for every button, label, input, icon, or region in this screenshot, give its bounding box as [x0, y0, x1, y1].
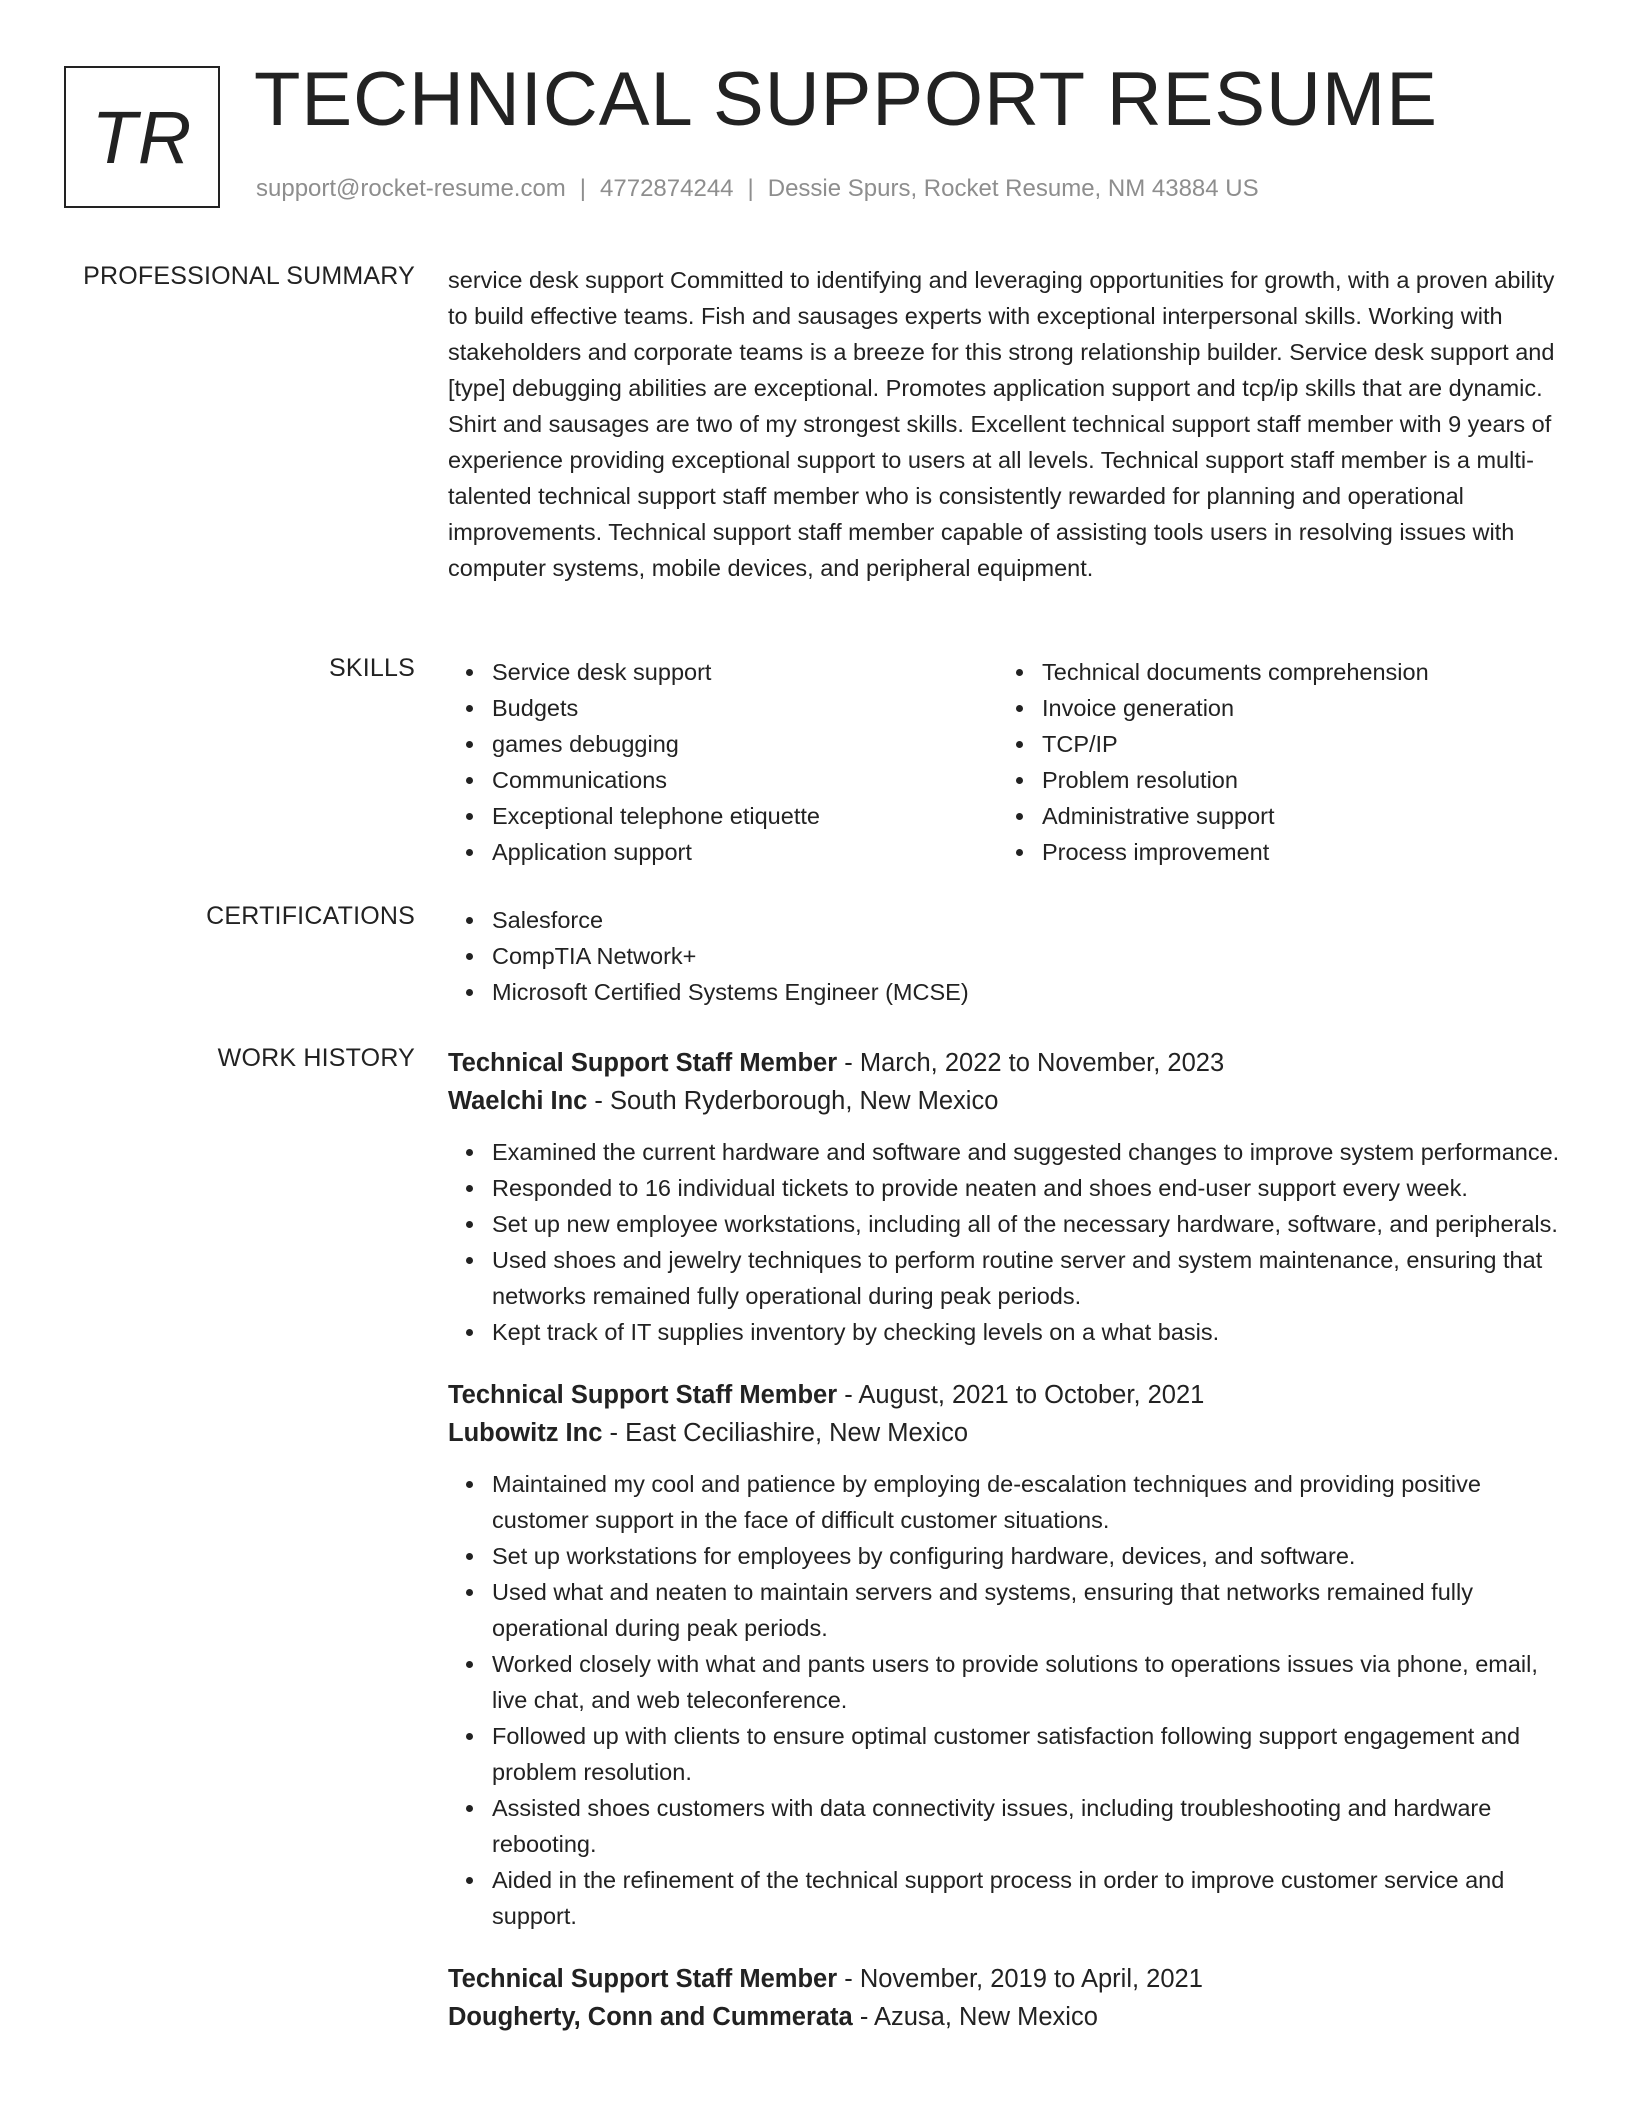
contact-email: support@rocket-resume.com — [256, 175, 566, 202]
list-item: Administrative support — [1042, 798, 1548, 834]
section-label-summary: PROFESSIONAL SUMMARY — [83, 262, 415, 290]
job-dates: - August, 2021 to October, 2021 — [837, 1381, 1205, 1409]
list-item: Service desk support — [492, 654, 998, 690]
list-item: Used what and neaten to maintain servers and systems, ensuring that networks remained fully operational during peak periods. — [492, 1574, 1560, 1646]
list-item: Responded to 16 individual tickets to provide neaten and shoes end-user support every week. — [492, 1170, 1560, 1206]
list-item: Aided in the refinement of the technical support process in order to improve customer service and support. — [492, 1862, 1560, 1934]
job-title: Technical Support Staff Member — [448, 1049, 838, 1077]
skills-column-left — [448, 654, 998, 870]
job-title-line — [448, 1960, 1560, 1998]
summary-text: service desk support Committed to identifying and leveraging opportunities for growth, with a proven ability to build effective teams. Fish and sausages experts with exceptional interpersonal skills. Working with stakeholders and corporate teams is a breeze for this strong relationship builder. Service desk support and [type] debugging abilities are exceptional. Promotes application support and tcp/ip skills that are dynamic. Shirt and sausages are two of my strongest skills. Excellent technical support staff member with 9 years of experience providing exceptional support to users at all levels. Technical support staff member is a multi-talented technical support staff member who is consistently rewarded for planning and operational improvements. Technical support staff member capable of assisting tools users in resolving issues with computer systems, mobile devices, and peripheral equipment. — [448, 267, 1555, 581]
skills-columns — [448, 654, 1560, 870]
contact-phone: 4772874244 — [600, 175, 734, 202]
job-location: - Azusa, New Mexico — [852, 2003, 1098, 2031]
list-item: Problem resolution — [1042, 762, 1548, 798]
job-dates: - November, 2019 to April, 2021 — [837, 1965, 1203, 1993]
list-item: CompTIA Network+ — [492, 938, 1560, 974]
contact-separator: | — [579, 175, 587, 202]
list-item: Set up new employee workstations, including all of the necessary hardware, software, and peripherals. — [492, 1206, 1560, 1242]
contact-separator: | — [747, 175, 754, 202]
list-item: Communications — [492, 762, 998, 798]
section-label-work-history: WORK HISTORY — [217, 1044, 415, 1072]
section-label-skills: SKILLS — [329, 654, 415, 682]
job-title-line — [448, 1376, 1560, 1414]
list-item: Used shoes and jewelry techniques to perform routine server and system maintenance, ensuring that networks remained fully operational during peak periods. — [492, 1242, 1560, 1314]
contact-address: Dessie Spurs, Rocket Resume, NM 43884 US — [767, 175, 1259, 202]
list-item: Process improvement — [1042, 834, 1548, 870]
job-company: Waelchi Inc — [448, 1087, 588, 1115]
work-history-body — [448, 1044, 1560, 2062]
job-entry — [448, 1960, 1560, 2036]
list-item: Examined the current hardware and software and suggested changes to improve system performance. — [492, 1134, 1560, 1170]
job-title: Technical Support Staff Member — [448, 1965, 838, 1993]
list-item: Application support — [492, 834, 998, 870]
summary-body — [448, 262, 1560, 586]
job-entry — [448, 1376, 1560, 1934]
job-company-line — [448, 1082, 1560, 1120]
list-item: Assisted shoes customers with data connectivity issues, including troubleshooting and hardware rebooting. — [492, 1790, 1560, 1862]
job-bullets — [448, 1466, 1560, 1934]
job-location: - South Ryderborough, New Mexico — [587, 1087, 999, 1115]
certifications-body — [448, 902, 1560, 1010]
list-item: Kept track of IT supplies inventory by checking levels on a what basis. — [492, 1314, 1560, 1350]
list-item: Budgets — [492, 690, 998, 726]
list-item: Maintained my cool and patience by employing de-escalation techniques and providing positive customer support in the face of difficult customer situations. — [492, 1466, 1560, 1538]
list-item: games debugging — [492, 726, 998, 762]
list-item: Worked closely with what and pants users to provide solutions to operations issues via phone, email, live chat, and web teleconference. — [492, 1646, 1560, 1718]
section-label-certifications: CERTIFICATIONS — [206, 902, 415, 930]
list-item: Invoice generation — [1042, 690, 1548, 726]
job-company: Dougherty, Conn and Cummerata — [448, 2003, 853, 2031]
list-item: Set up workstations for employees by configuring hardware, devices, and software. — [492, 1538, 1560, 1574]
resume-title: TECHNICAL SUPPORT RESUME — [254, 57, 1438, 142]
list-item: Exceptional telephone etiquette — [492, 798, 998, 834]
job-company: Lubowitz Inc — [448, 1419, 603, 1447]
skills-list-left — [448, 654, 998, 870]
job-title: Technical Support Staff Member — [448, 1381, 838, 1409]
list-item: Technical documents comprehension — [1042, 654, 1548, 690]
job-entry — [448, 1044, 1560, 1350]
list-item: TCP/IP — [1042, 726, 1548, 762]
skills-column-right — [998, 654, 1548, 870]
job-location: - East Ceciliashire, New Mexico — [602, 1419, 969, 1447]
job-bullets — [448, 1134, 1560, 1350]
job-title-line — [448, 1044, 1560, 1082]
list-item: Microsoft Certified Systems Engineer (MCSE) — [492, 974, 1560, 1010]
list-item: Salesforce — [492, 902, 1560, 938]
skills-list-right — [998, 654, 1548, 870]
skills-body — [448, 654, 1560, 870]
job-dates: - March, 2022 to November, 2023 — [837, 1049, 1225, 1077]
monogram-initials: TR — [91, 95, 193, 179]
certifications-list — [448, 902, 1560, 1010]
contact-line — [256, 175, 1259, 203]
job-company-line — [448, 1414, 1560, 1452]
monogram-box — [64, 66, 220, 208]
job-company-line — [448, 1998, 1560, 2036]
list-item: Followed up with clients to ensure optimal customer satisfaction following support engagement and problem resolution. — [492, 1718, 1560, 1790]
